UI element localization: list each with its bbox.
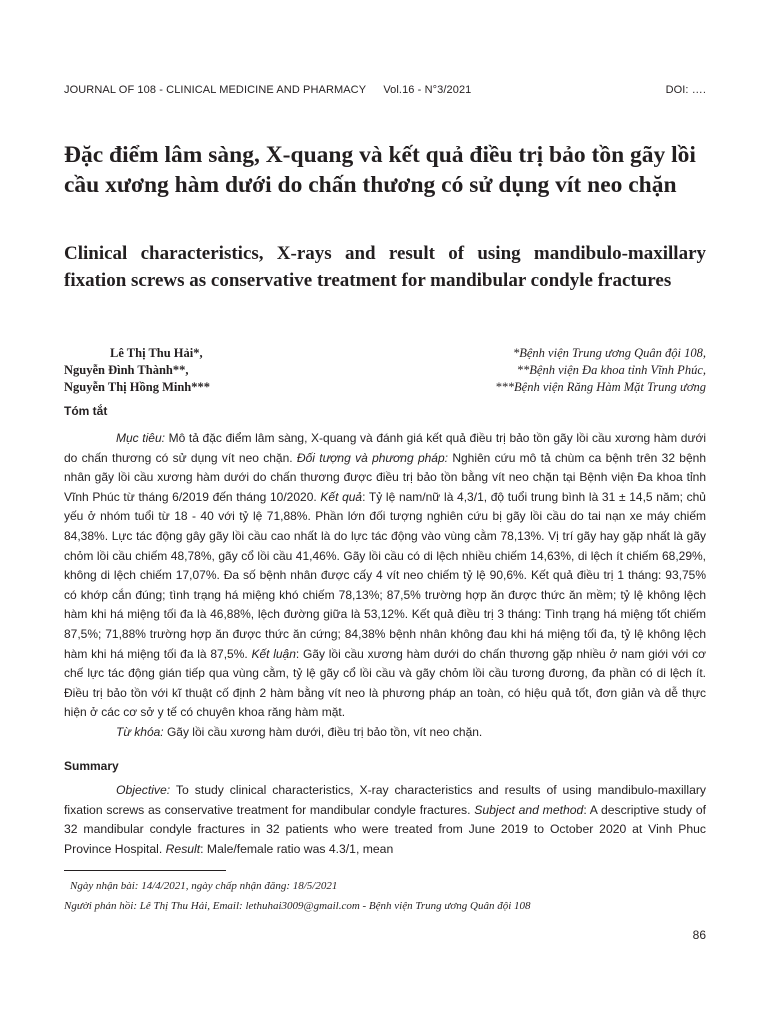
correspondence: Người phản hồi: Lê Thị Thu Hải, Email: lethuhai3009@gmail.com - Bệnh viện Trung ương Quân đội 108 bbox=[64, 900, 531, 912]
running-header bbox=[64, 84, 706, 96]
summary-heading: Summary bbox=[64, 759, 119, 773]
affiliation: ***Bệnh viện Răng Hàm Mặt Trung ương bbox=[495, 380, 706, 394]
summary-method-label: Subject and method bbox=[474, 802, 584, 817]
objective-label: Mục tiêu: bbox=[116, 431, 165, 445]
summary-body bbox=[64, 781, 706, 860]
summary-result-text: : Male/female ratio was 4.3/1, mean bbox=[200, 842, 394, 857]
received-date: Ngày nhận bài: 14/4/2021, ngày chấp nhận đăng: 18/5/2021 bbox=[70, 880, 338, 892]
keywords-text: Gãy lồi cầu xương hàm dưới, điều trị bảo tồn, vít neo chặn. bbox=[163, 724, 483, 739]
summary-objective-label: Objective: bbox=[116, 783, 171, 797]
title-english: Clinical characteristics, X-rays and result of using mandibulo-maxillary fixation screws as conservative treatment for mandibular condyle fractures bbox=[64, 243, 706, 291]
keywords bbox=[64, 723, 706, 743]
method-label: Đối tượng và phương pháp: bbox=[296, 450, 448, 465]
abstract-heading: Tóm tắt bbox=[64, 404, 108, 418]
abstract-vietnamese bbox=[64, 429, 706, 743]
author-affiliations bbox=[495, 345, 706, 396]
author-name: Lê Thị Thu Hải*, bbox=[110, 346, 203, 360]
page-number: 86 bbox=[692, 928, 706, 942]
affiliation: **Bệnh viện Đa khoa tỉnh Vĩnh Phúc, bbox=[516, 363, 706, 377]
journal-info bbox=[64, 84, 485, 96]
footnote-divider bbox=[64, 870, 226, 871]
keywords-label: Từ khóa: bbox=[116, 724, 164, 739]
footnotes bbox=[64, 876, 706, 916]
conclusion-label: Kết luận bbox=[251, 646, 296, 661]
result-label: Kết quả bbox=[320, 489, 363, 504]
summary-objective-text: To study clinical characteristics, X-ray characteristics and results of using mandibulo-maxillary fixation screws as conservative treatment for mandibular condyle fractures. bbox=[64, 783, 706, 817]
journal-name: JOURNAL OF 108 - CLINICAL MEDICINE AND PHARMACY bbox=[64, 84, 367, 96]
summary-result-label: Result bbox=[165, 842, 201, 857]
abstract-body bbox=[64, 429, 706, 723]
affiliation: *Bệnh viện Trung ương Quân đội 108, bbox=[513, 346, 706, 360]
author-name: Nguyễn Đình Thành**, bbox=[64, 363, 189, 377]
summary-english bbox=[64, 781, 706, 860]
result-text: : Tỷ lệ nam/nữ là 4,3/1, độ tuổi trung bình là 31 ± 14,5 năm; chủ yếu ở nhóm tuổi từ 18 - 40 với tỷ lệ 71,88%. Phần lớn đối tượng nghiên cứu bị gãy lồi cầu do tai nạn xe máy chiếm 84,38%. Lực tác động gây gãy lồi cầu cao nhất là do lực tác động vào vùng cằm 78,13%. Vị trí gãy hay gặp nhất là gãy chỏm lồi cầu chiếm 48,78%, gãy cổ lồi cầu 41,46%. Gãy lồi cầu có di lệch nhiều chiếm 14,63%, di lệch ít chiếm 68,29%, không di lệch chiếm 17,07%. Đa số bệnh nhân được cấy 4 vít neo chiếm tỷ lệ 90,6%. Kết quả điều trị 1 tháng: 93,75% có khớp cắn đúng; tình trạng há miệng khó chiếm 78,13%; 87,5% trường hợp ăn được thức ăn mềm; tỷ lệ không lệch hàm khi há miệng tối đa là 46,88%, lệch đường giữa là 53,12%. Kết quả điều trị 3 tháng: Tình trạng há miệng tốt chiếm 87,5%; 71,88% trường hợp ăn được thức ăn cứng; 84,38% bệnh nhân không đau khi há miệng tối đa, tỷ lệ không lệch hàm khi há miệng tối đa là 87,5%. bbox=[64, 489, 706, 661]
author-names bbox=[64, 345, 210, 396]
method-text: Nghiên cứu mô tả chùm ca bệnh trên 32 bệnh nhân gãy lồi cầu xương hàm dưới do chấn thương được điều trị bảo tồn bằng vít neo chặn tại Bệnh viện Đa khoa tỉnh Vĩnh Phúc từ tháng 6/2019 đến tháng 10/2020. bbox=[64, 450, 707, 504]
author-name: Nguyễn Thị Hồng Minh*** bbox=[64, 380, 210, 394]
title-vietnamese: Đặc điểm lâm sàng, X-quang và kết quả điều trị bảo tồn gãy lồi cầu xương hàm dưới do chấn thương có sử dụng vít neo chặn bbox=[64, 142, 696, 198]
summary-method-text: : A descriptive study of 32 mandibular condyle fractures in 32 patients who were treated from June 2019 to October 2020 at Vinh Phuc Province Hospital. bbox=[64, 802, 706, 857]
doi: DOI: …. bbox=[665, 84, 706, 96]
conclusion-text: : Gãy lồi cầu xương hàm dưới do chấn thương gặp nhiều ở nam giới với cơ chế lực tác động gián tiếp qua vùng cằm, tỷ lệ gãy cổ lồi cầu và gãy chỏm lồi cầu tương đương, đa phần có di lệch ít. Điều trị bảo tồn với kĩ thuật cố định 2 hàm bằng vít neo là phương pháp an toàn, có hiệu quả tốt, đơn giản và dễ thực hiện ở các cơ sở y tế có chuyên khoa răng hàm mặt. bbox=[64, 646, 706, 720]
journal-volume: Vol.16 - N°3/2021 bbox=[383, 84, 472, 96]
objective-text: Mô tả đặc điểm lâm sàng, X-quang và đánh giá kết quả điều trị bảo tồn gãy lồi cầu xương hàm dưới do chấn thương có sử dụng vít neo chặn. bbox=[64, 431, 707, 465]
